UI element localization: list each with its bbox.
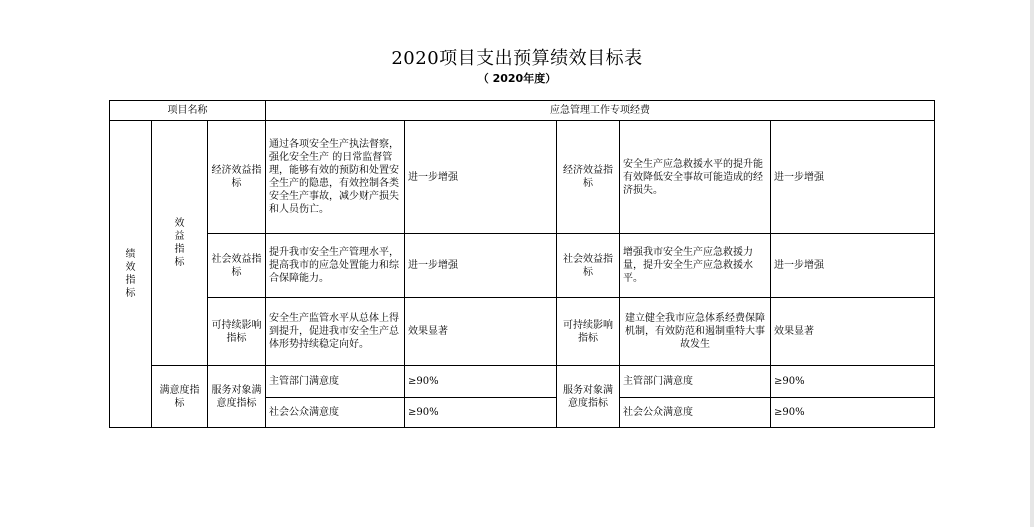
performance-target-table bbox=[109, 100, 935, 428]
table-row-social bbox=[110, 234, 935, 298]
social-label-right: 社会效益指标 bbox=[557, 234, 620, 298]
social-content-left: 提升我市安全生产管理水平，提高我市的应急处置能力和综合保障能力。 bbox=[266, 234, 405, 298]
public-satisfaction-item-left: 社会公众满意度 bbox=[266, 398, 405, 428]
dept-satisfaction-item-left: 主管部门满意度 bbox=[266, 366, 405, 398]
sustainable-label-left: 可持续影响指标 bbox=[208, 298, 266, 366]
perf-indicator-label: 绩 效 指 标 bbox=[110, 121, 152, 428]
project-name-label: 项目名称 bbox=[110, 101, 266, 121]
sustainable-content-left: 安全生产监管水平从总体上得到提升，促进我市安全生产总体形势持续稳定向好。 bbox=[266, 298, 405, 366]
sustainable-content-right: 建立健全我市应急体系经费保障机制，有效防范和遏制重特大事故发生 bbox=[620, 298, 771, 366]
social-value-left: 进一步增强 bbox=[405, 234, 557, 298]
dept-satisfaction-item-right: 主管部门满意度 bbox=[620, 366, 771, 398]
service-satisfaction-label-right: 服务对象满意度指标 bbox=[557, 366, 620, 428]
table-row-sustainable bbox=[110, 298, 935, 366]
document-subtitle: （ 2020年度） bbox=[477, 72, 557, 85]
document-title: 2020项目支出预算绩效目标表 bbox=[391, 48, 643, 69]
project-name-value: 应急管理工作专项经费 bbox=[266, 101, 935, 121]
sustainable-label-right: 可持续影响指标 bbox=[557, 298, 620, 366]
sustainable-value-left: 效果显著 bbox=[405, 298, 557, 366]
satisfaction-label: 满意度指标 bbox=[152, 366, 208, 428]
economic-content-left: 通过各项安全生产执法督察，强化安全生产 的日常监督管理，能够有效的预防和处置安全生产的隐患，有效控制各类安全生产事故，减少财产损失和人员伤亡。 bbox=[266, 121, 405, 234]
social-value-right: 进一步增强 bbox=[771, 234, 935, 298]
table-row-economic bbox=[110, 121, 935, 234]
public-satisfaction-item-right: 社会公众满意度 bbox=[620, 398, 771, 428]
sustainable-value-right: 效果显著 bbox=[771, 298, 935, 366]
economic-content-right: 安全生产应急救援水平的提升能有效降低安全事故可能造成的经济损失。 bbox=[620, 121, 771, 234]
social-label-left: 社会效益指标 bbox=[208, 234, 266, 298]
public-satisfaction-value-right: ≥90% bbox=[771, 398, 935, 428]
social-content-right: 增强我市安全生产应急救援力量，提升安全生产应急救援水平。 bbox=[620, 234, 771, 298]
dept-satisfaction-value-right: ≥90% bbox=[771, 366, 935, 398]
economic-label-right: 经济效益指标 bbox=[557, 121, 620, 234]
dept-satisfaction-value-left: ≥90% bbox=[405, 366, 557, 398]
economic-value-left: 进一步增强 bbox=[405, 121, 557, 234]
economic-label-left: 经济效益指标 bbox=[208, 121, 266, 234]
benefit-indicator-label: 效 益 指 标 bbox=[152, 121, 208, 366]
table-row-header bbox=[110, 101, 935, 121]
table-row-satisfaction-1 bbox=[110, 366, 935, 398]
economic-value-right: 进一步增强 bbox=[771, 121, 935, 234]
service-satisfaction-label-left: 服务对象满意度指标 bbox=[208, 366, 266, 428]
public-satisfaction-value-left: ≥90% bbox=[405, 398, 557, 428]
